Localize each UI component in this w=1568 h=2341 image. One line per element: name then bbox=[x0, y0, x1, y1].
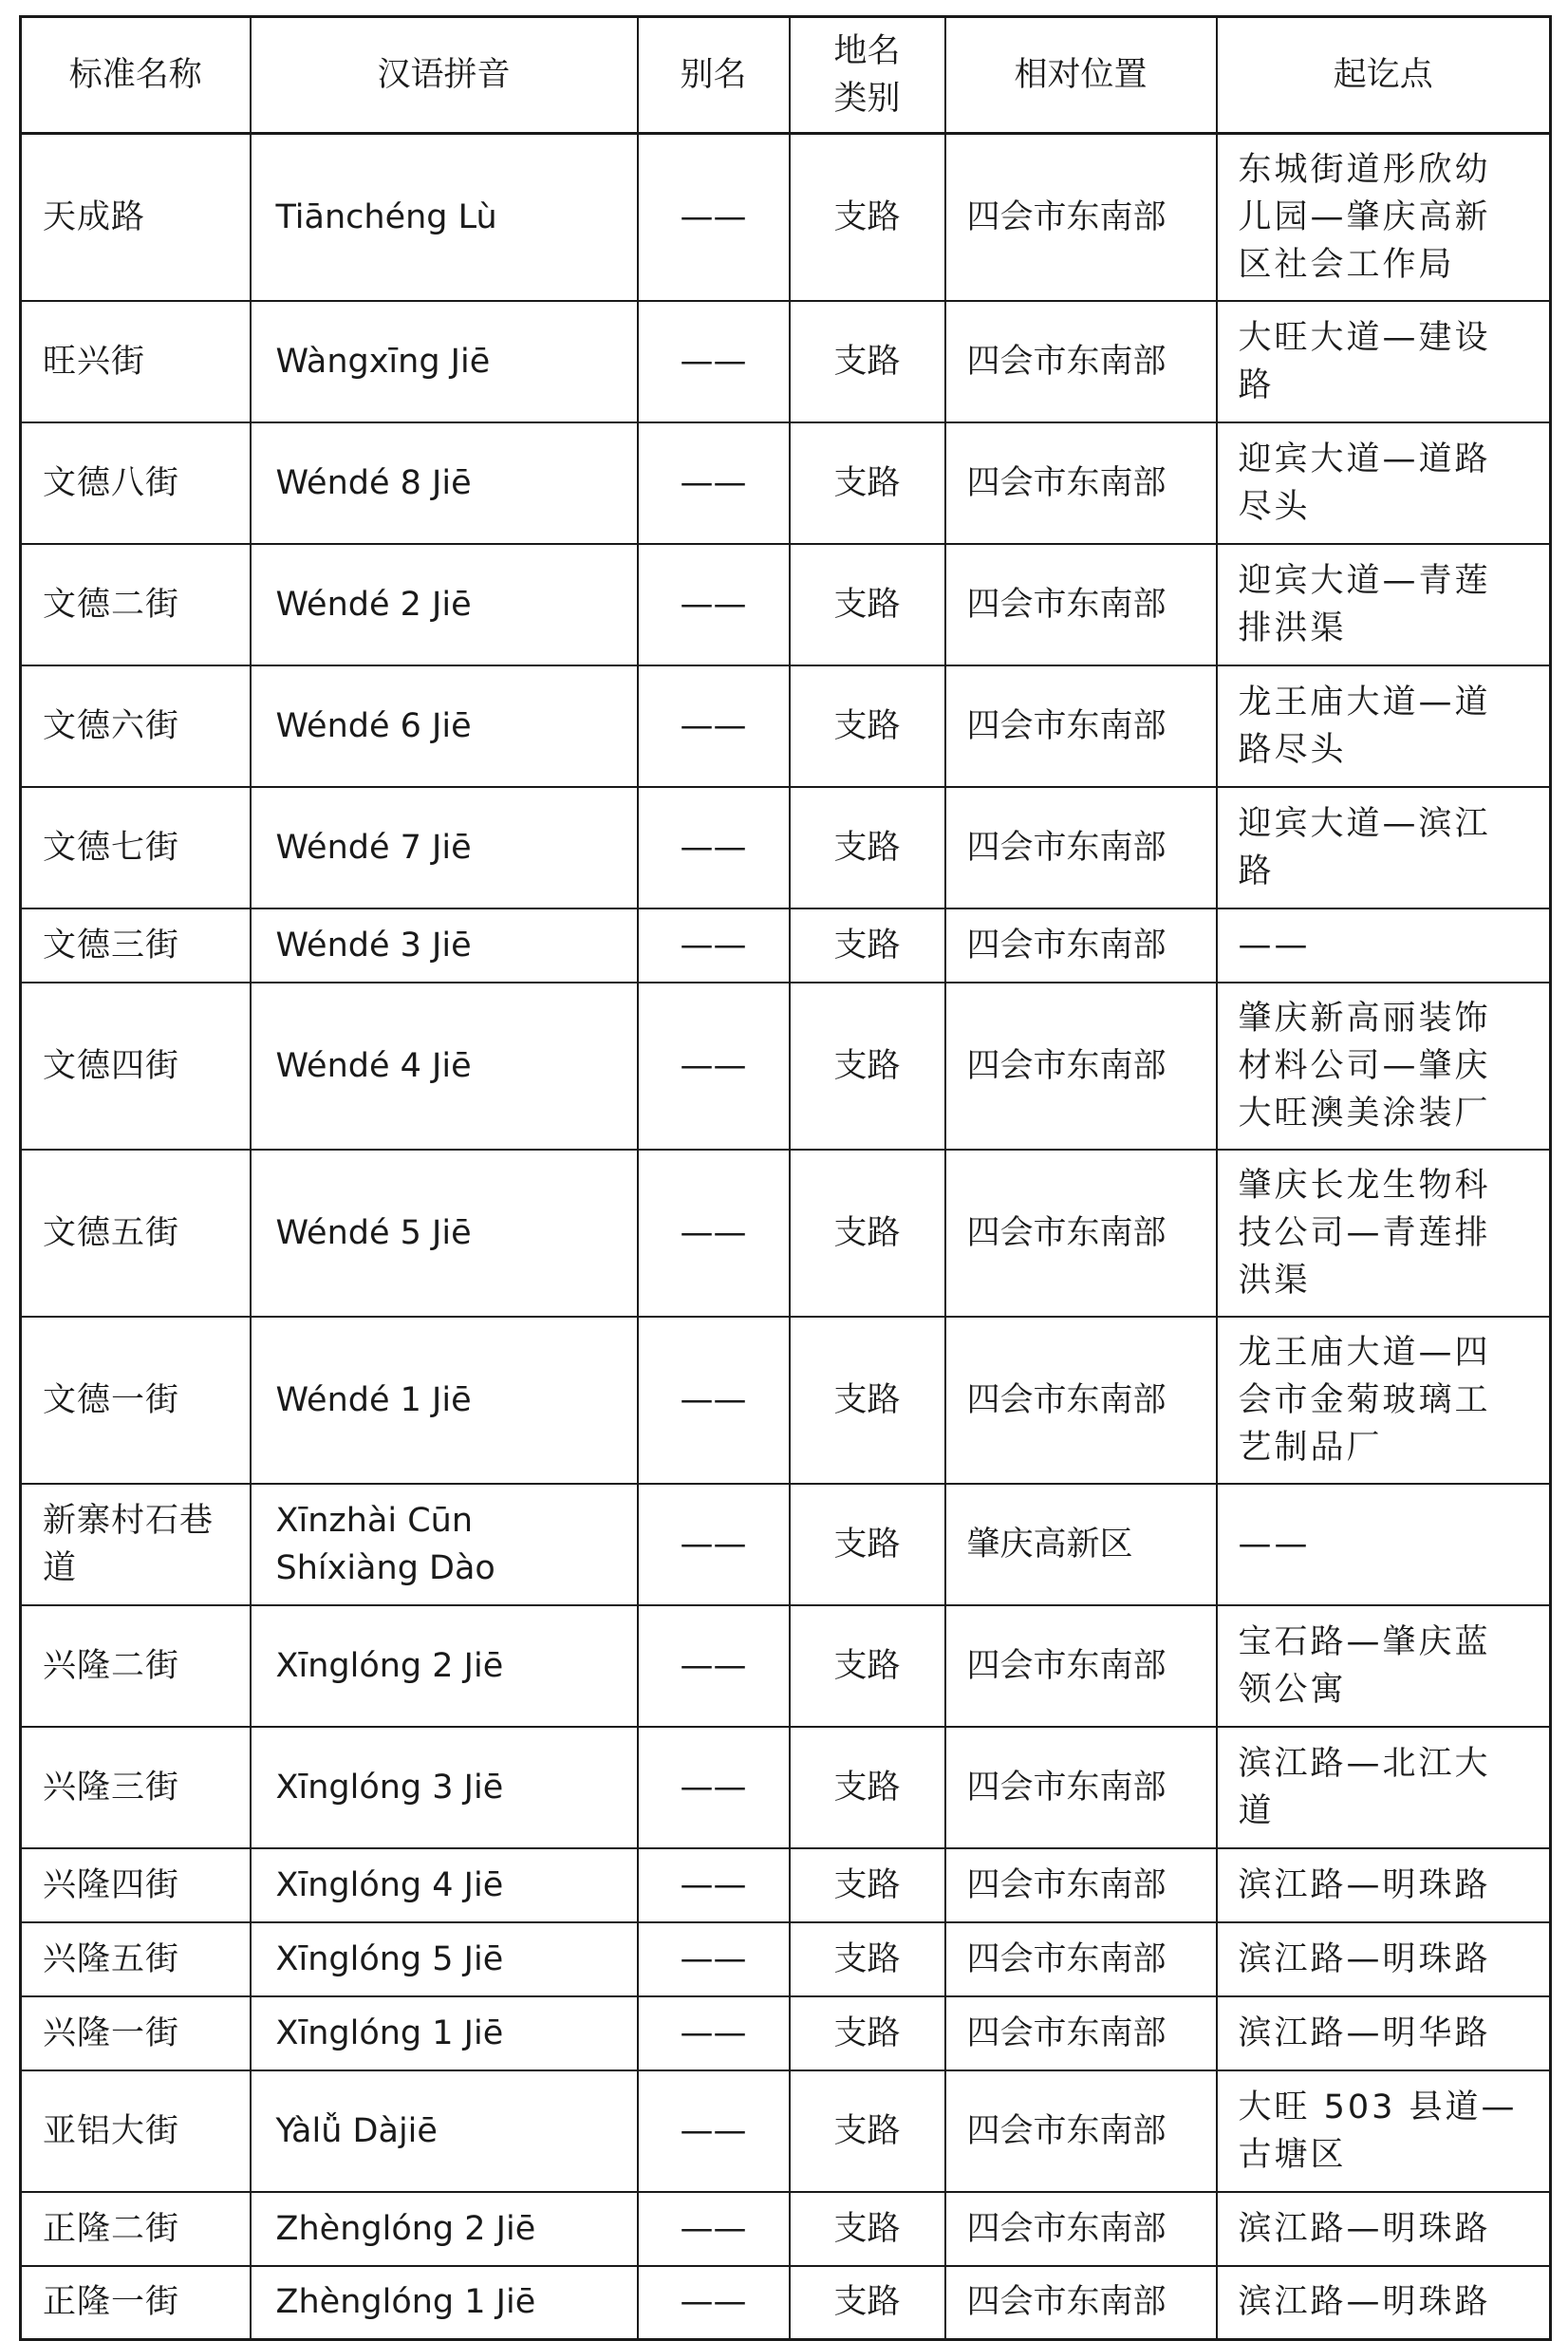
cell-relative-position bbox=[945, 1317, 1217, 1484]
cell-alias-text: —— bbox=[680, 1939, 747, 1978]
cell-standard-name-text: 兴隆四街 bbox=[43, 1865, 180, 1904]
header-category: 地名 类别 bbox=[790, 17, 945, 134]
cell-start-end-points-text: 滨江路—明珠路 bbox=[1238, 1865, 1491, 1904]
cell-category-text: 支路 bbox=[833, 1213, 901, 1252]
cell-alias bbox=[638, 1996, 790, 2070]
cell-start-end-points-text: 滨江路—明珠路 bbox=[1238, 2209, 1491, 2248]
cell-relative-position-text: 四会市东南部 bbox=[966, 1213, 1167, 1252]
cell-category-text: 支路 bbox=[833, 926, 901, 964]
cell-category bbox=[790, 1727, 945, 1848]
cell-standard-name bbox=[21, 1922, 251, 1996]
cell-pinyin-text: Xīnglóng 5 Jiē bbox=[275, 1939, 504, 1978]
cell-relative-position-text: 四会市东南部 bbox=[966, 1768, 1167, 1807]
cell-category-text: 支路 bbox=[833, 2013, 901, 2052]
cell-start-end-points bbox=[1217, 301, 1551, 422]
header-relative-position: 相对位置 bbox=[945, 17, 1217, 134]
cell-relative-position-text: 四会市东南部 bbox=[966, 2209, 1167, 2248]
cell-standard-name bbox=[21, 301, 251, 422]
cell-relative-position-text: 四会市东南部 bbox=[966, 1939, 1167, 1978]
cell-start-end-points bbox=[1217, 1150, 1551, 1317]
cell-relative-position-text: 四会市东南部 bbox=[966, 1646, 1167, 1685]
cell-standard-name-text: 文德四街 bbox=[43, 1046, 180, 1085]
cell-start-end-points bbox=[1217, 1727, 1551, 1848]
cell-category bbox=[790, 1605, 945, 1727]
cell-category bbox=[790, 1848, 945, 1922]
cell-pinyin bbox=[251, 908, 638, 983]
cell-alias-text: —— bbox=[680, 1646, 747, 1685]
cell-relative-position-text: 四会市东南部 bbox=[966, 706, 1167, 745]
cell-standard-name-text: 文德六街 bbox=[43, 706, 180, 745]
cell-alias bbox=[638, 1150, 790, 1317]
cell-category-text: 支路 bbox=[833, 342, 901, 381]
cell-relative-position-text: 四会市东南部 bbox=[966, 1046, 1167, 1085]
table-row bbox=[21, 665, 1551, 787]
cell-start-end-points-text: 迎宾大道—道路 尽头 bbox=[1238, 440, 1491, 526]
cell-pinyin bbox=[251, 1150, 638, 1317]
cell-alias bbox=[638, 1727, 790, 1848]
cell-pinyin-text: Zhènglóng 2 Jiē bbox=[275, 2209, 536, 2248]
cell-standard-name bbox=[21, 134, 251, 301]
cell-relative-position bbox=[945, 2266, 1217, 2340]
cell-alias bbox=[638, 1605, 790, 1727]
cell-start-end-points-text: —— bbox=[1238, 1525, 1311, 1564]
cell-relative-position bbox=[945, 1484, 1217, 1605]
cell-standard-name-text: 兴隆一街 bbox=[43, 2013, 180, 2052]
table-header-row bbox=[21, 17, 1551, 134]
cell-pinyin-text: Xīnglóng 1 Jiē bbox=[275, 2013, 504, 2052]
cell-pinyin-text: Wéndé 3 Jiē bbox=[275, 926, 472, 964]
cell-alias bbox=[638, 134, 790, 301]
cell-relative-position bbox=[945, 1848, 1217, 1922]
cell-pinyin bbox=[251, 665, 638, 787]
cell-start-end-points bbox=[1217, 2266, 1551, 2340]
cell-pinyin-text: Wéndé 6 Jiē bbox=[275, 706, 472, 745]
cell-pinyin-text: Wéndé 2 Jiē bbox=[275, 585, 472, 624]
cell-alias bbox=[638, 665, 790, 787]
cell-start-end-points bbox=[1217, 2070, 1551, 2192]
cell-start-end-points bbox=[1217, 2192, 1551, 2266]
cell-category-text: 支路 bbox=[833, 1939, 901, 1978]
cell-pinyin-text: Xīnglóng 4 Jiē bbox=[275, 1865, 504, 1904]
cell-start-end-points bbox=[1217, 1922, 1551, 1996]
cell-relative-position-text: 四会市东南部 bbox=[966, 2111, 1167, 2150]
cell-category bbox=[790, 1922, 945, 1996]
cell-standard-name-text: 兴隆二街 bbox=[43, 1646, 180, 1685]
cell-standard-name-text: 文德五街 bbox=[43, 1213, 180, 1252]
table-row bbox=[21, 1150, 1551, 1317]
cell-relative-position bbox=[945, 787, 1217, 908]
cell-relative-position bbox=[945, 983, 1217, 1150]
cell-alias bbox=[638, 422, 790, 544]
cell-pinyin-text: Tiānchéng Lù bbox=[275, 197, 497, 236]
table-row bbox=[21, 1848, 1551, 1922]
cell-pinyin bbox=[251, 787, 638, 908]
cell-start-end-points-text: —— bbox=[1238, 926, 1311, 964]
cell-alias bbox=[638, 2192, 790, 2266]
cell-category-text: 支路 bbox=[833, 197, 901, 236]
cell-alias bbox=[638, 983, 790, 1150]
place-name-table bbox=[19, 15, 1552, 2341]
cell-relative-position bbox=[945, 1605, 1217, 1727]
cell-alias-text: —— bbox=[680, 2111, 747, 2150]
cell-standard-name bbox=[21, 908, 251, 983]
table-row bbox=[21, 1922, 1551, 1996]
cell-standard-name bbox=[21, 1150, 251, 1317]
cell-alias bbox=[638, 301, 790, 422]
cell-start-end-points bbox=[1217, 983, 1551, 1150]
cell-relative-position bbox=[945, 301, 1217, 422]
cell-pinyin-text: Wàngxīng Jiē bbox=[275, 342, 491, 381]
cell-start-end-points-text: 滨江路—明珠路 bbox=[1238, 2283, 1491, 2322]
cell-start-end-points bbox=[1217, 544, 1551, 665]
cell-category-text: 支路 bbox=[833, 1525, 901, 1564]
cell-pinyin-text: Wéndé 1 Jiē bbox=[275, 1380, 472, 1419]
cell-standard-name-text: 文德七街 bbox=[43, 828, 180, 867]
table-row bbox=[21, 1317, 1551, 1484]
cell-start-end-points-text: 宝石路—肇庆蓝 领公寓 bbox=[1238, 1622, 1491, 1709]
cell-standard-name-text: 文德八街 bbox=[43, 463, 180, 502]
cell-pinyin bbox=[251, 1605, 638, 1727]
cell-alias bbox=[638, 787, 790, 908]
table-row bbox=[21, 2192, 1551, 2266]
table-body bbox=[21, 134, 1551, 2340]
cell-category-text: 支路 bbox=[833, 585, 901, 624]
cell-category bbox=[790, 2192, 945, 2266]
cell-alias-text: —— bbox=[680, 197, 747, 236]
cell-alias-text: —— bbox=[680, 1768, 747, 1807]
place-name-table-container bbox=[19, 15, 1549, 2341]
cell-standard-name bbox=[21, 787, 251, 908]
table-row bbox=[21, 787, 1551, 908]
table-row bbox=[21, 1605, 1551, 1727]
table-row bbox=[21, 2266, 1551, 2340]
cell-category bbox=[790, 2070, 945, 2192]
cell-category-text: 支路 bbox=[833, 706, 901, 745]
header-alias: 别名 bbox=[638, 17, 790, 134]
cell-category-text: 支路 bbox=[833, 2283, 901, 2322]
cell-alias-text: —— bbox=[680, 463, 747, 502]
cell-pinyin bbox=[251, 983, 638, 1150]
cell-relative-position bbox=[945, 2192, 1217, 2266]
cell-standard-name bbox=[21, 665, 251, 787]
cell-category bbox=[790, 983, 945, 1150]
cell-category bbox=[790, 2266, 945, 2340]
cell-alias-text: —— bbox=[680, 2283, 747, 2322]
cell-pinyin-text: Wéndé 4 Jiē bbox=[275, 1046, 472, 1085]
cell-category-text: 支路 bbox=[833, 2111, 901, 2150]
cell-start-end-points bbox=[1217, 134, 1551, 301]
cell-start-end-points bbox=[1217, 1996, 1551, 2070]
cell-relative-position-text: 四会市东南部 bbox=[966, 2283, 1167, 2322]
cell-alias-text: —— bbox=[680, 585, 747, 624]
cell-category bbox=[790, 665, 945, 787]
cell-relative-position-text: 四会市东南部 bbox=[966, 463, 1167, 502]
cell-alias-text: —— bbox=[680, 1525, 747, 1564]
cell-pinyin bbox=[251, 1848, 638, 1922]
cell-start-end-points bbox=[1217, 422, 1551, 544]
cell-alias-text: —— bbox=[680, 1865, 747, 1904]
table-row bbox=[21, 908, 1551, 983]
cell-start-end-points bbox=[1217, 787, 1551, 908]
cell-alias-text: —— bbox=[680, 1046, 747, 1085]
cell-category bbox=[790, 544, 945, 665]
cell-pinyin bbox=[251, 1727, 638, 1848]
cell-category bbox=[790, 134, 945, 301]
cell-category bbox=[790, 422, 945, 544]
cell-alias bbox=[638, 1484, 790, 1605]
cell-standard-name bbox=[21, 1317, 251, 1484]
table-row bbox=[21, 2070, 1551, 2192]
cell-standard-name bbox=[21, 1727, 251, 1848]
cell-relative-position bbox=[945, 908, 1217, 983]
cell-standard-name-text: 天成路 bbox=[43, 197, 146, 236]
cell-pinyin bbox=[251, 422, 638, 544]
table-row bbox=[21, 983, 1551, 1150]
cell-pinyin-text: Yàlǚ Dàjiē bbox=[275, 2111, 438, 2150]
cell-relative-position-text: 四会市东南部 bbox=[966, 1865, 1167, 1904]
cell-alias-text: —— bbox=[680, 2013, 747, 2052]
cell-alias bbox=[638, 2266, 790, 2340]
cell-pinyin bbox=[251, 544, 638, 665]
cell-alias-text: —— bbox=[680, 828, 747, 867]
cell-standard-name bbox=[21, 2192, 251, 2266]
cell-standard-name bbox=[21, 1605, 251, 1727]
table-row bbox=[21, 544, 1551, 665]
cell-alias-text: —— bbox=[680, 926, 747, 964]
cell-start-end-points-text: 大旺大道—建设 路 bbox=[1238, 318, 1491, 404]
table-row bbox=[21, 422, 1551, 544]
cell-category-text: 支路 bbox=[833, 1646, 901, 1685]
cell-standard-name bbox=[21, 1996, 251, 2070]
cell-start-end-points bbox=[1217, 908, 1551, 983]
cell-category bbox=[790, 1996, 945, 2070]
cell-pinyin bbox=[251, 301, 638, 422]
cell-relative-position bbox=[945, 2070, 1217, 2192]
cell-relative-position bbox=[945, 134, 1217, 301]
cell-pinyin bbox=[251, 1922, 638, 1996]
cell-pinyin bbox=[251, 2070, 638, 2192]
cell-category bbox=[790, 301, 945, 422]
cell-alias bbox=[638, 1317, 790, 1484]
cell-start-end-points-text: 东城街道彤欣幼 儿园—肇庆高新 区社会工作局 bbox=[1238, 150, 1491, 284]
cell-category bbox=[790, 1150, 945, 1317]
table-row bbox=[21, 1996, 1551, 2070]
cell-pinyin-text: Xīnzhài Cūn Shíxiàng Dào bbox=[275, 1501, 495, 1587]
cell-start-end-points-text: 肇庆新高丽装饰 材料公司—肇庆 大旺澳美涂装厂 bbox=[1238, 999, 1491, 1133]
cell-alias-text: —— bbox=[680, 2209, 747, 2248]
cell-pinyin bbox=[251, 2192, 638, 2266]
cell-alias-text: —— bbox=[680, 1213, 747, 1252]
cell-relative-position-text: 四会市东南部 bbox=[966, 2013, 1167, 2052]
cell-start-end-points-text: 迎宾大道—滨江 路 bbox=[1238, 804, 1491, 890]
cell-start-end-points bbox=[1217, 1317, 1551, 1484]
cell-relative-position bbox=[945, 422, 1217, 544]
cell-alias bbox=[638, 2070, 790, 2192]
cell-relative-position bbox=[945, 1922, 1217, 1996]
cell-alias-text: —— bbox=[680, 1380, 747, 1419]
cell-start-end-points bbox=[1217, 665, 1551, 787]
cell-standard-name-text: 新寨村石巷 道 bbox=[43, 1501, 215, 1587]
cell-start-end-points-text: 龙王庙大道—道 路尽头 bbox=[1238, 683, 1491, 769]
cell-pinyin-text: Wéndé 8 Jiē bbox=[275, 463, 472, 502]
cell-start-end-points bbox=[1217, 1605, 1551, 1727]
cell-standard-name bbox=[21, 544, 251, 665]
cell-pinyin bbox=[251, 2266, 638, 2340]
cell-standard-name-text: 兴隆三街 bbox=[43, 1768, 180, 1807]
cell-category bbox=[790, 787, 945, 908]
cell-relative-position bbox=[945, 1150, 1217, 1317]
cell-standard-name-text: 正隆一街 bbox=[43, 2283, 180, 2322]
cell-standard-name-text: 亚铝大街 bbox=[43, 2111, 180, 2150]
cell-category-text: 支路 bbox=[833, 463, 901, 502]
cell-relative-position-text: 四会市东南部 bbox=[966, 828, 1167, 867]
cell-standard-name-text: 正隆二街 bbox=[43, 2209, 180, 2248]
cell-relative-position-text: 四会市东南部 bbox=[966, 926, 1167, 964]
cell-standard-name-text: 文德二街 bbox=[43, 585, 180, 624]
cell-relative-position-text: 肇庆高新区 bbox=[966, 1525, 1133, 1564]
cell-pinyin-text: Wéndé 7 Jiē bbox=[275, 828, 472, 867]
cell-relative-position bbox=[945, 665, 1217, 787]
cell-category bbox=[790, 1484, 945, 1605]
cell-relative-position bbox=[945, 1727, 1217, 1848]
cell-pinyin-text: Xīnglóng 3 Jiē bbox=[275, 1768, 504, 1807]
cell-start-end-points-text: 肇庆长龙生物科 技公司—青莲排 洪渠 bbox=[1238, 1166, 1491, 1300]
cell-alias bbox=[638, 908, 790, 983]
cell-start-end-points bbox=[1217, 1848, 1551, 1922]
header-pinyin: 汉语拼音 bbox=[251, 17, 638, 134]
cell-standard-name bbox=[21, 422, 251, 544]
cell-relative-position-text: 四会市东南部 bbox=[966, 1380, 1167, 1419]
cell-standard-name bbox=[21, 1848, 251, 1922]
cell-pinyin bbox=[251, 1317, 638, 1484]
cell-start-end-points-text: 滨江路—明珠路 bbox=[1238, 1939, 1491, 1978]
cell-standard-name bbox=[21, 2266, 251, 2340]
cell-standard-name bbox=[21, 983, 251, 1150]
table-row bbox=[21, 1484, 1551, 1605]
cell-alias-text: —— bbox=[680, 342, 747, 381]
cell-category bbox=[790, 908, 945, 983]
cell-category-text: 支路 bbox=[833, 828, 901, 867]
cell-pinyin bbox=[251, 1484, 638, 1605]
cell-start-end-points-text: 龙王庙大道—四 会市金菊玻璃工 艺制品厂 bbox=[1238, 1333, 1491, 1467]
cell-pinyin bbox=[251, 134, 638, 301]
cell-standard-name-text: 文德一街 bbox=[43, 1380, 180, 1419]
cell-category-text: 支路 bbox=[833, 2209, 901, 2248]
cell-start-end-points-text: 迎宾大道—青莲 排洪渠 bbox=[1238, 561, 1491, 647]
cell-standard-name-text: 文德三街 bbox=[43, 926, 180, 964]
cell-category-text: 支路 bbox=[833, 1380, 901, 1419]
cell-pinyin-text: Wéndé 5 Jiē bbox=[275, 1213, 472, 1252]
cell-category-text: 支路 bbox=[833, 1768, 901, 1807]
cell-alias-text: —— bbox=[680, 706, 747, 745]
cell-relative-position-text: 四会市东南部 bbox=[966, 585, 1167, 624]
cell-start-end-points-text: 大旺 503 县道— 古塘区 bbox=[1238, 2088, 1518, 2174]
cell-alias bbox=[638, 1848, 790, 1922]
header-start-end-points: 起讫点 bbox=[1217, 17, 1551, 134]
cell-standard-name-text: 旺兴街 bbox=[43, 342, 146, 381]
cell-relative-position bbox=[945, 544, 1217, 665]
cell-standard-name bbox=[21, 2070, 251, 2192]
table-row bbox=[21, 1727, 1551, 1848]
cell-start-end-points bbox=[1217, 1484, 1551, 1605]
header-standard-name: 标准名称 bbox=[21, 17, 251, 134]
cell-alias bbox=[638, 544, 790, 665]
cell-pinyin-text: Zhènglóng 1 Jiē bbox=[275, 2283, 536, 2322]
table-row bbox=[21, 301, 1551, 422]
cell-relative-position-text: 四会市东南部 bbox=[966, 197, 1167, 236]
cell-start-end-points-text: 滨江路—明华路 bbox=[1238, 2013, 1491, 2052]
table-row bbox=[21, 134, 1551, 301]
cell-relative-position-text: 四会市东南部 bbox=[966, 342, 1167, 381]
cell-pinyin bbox=[251, 1996, 638, 2070]
cell-start-end-points-text: 滨江路—北江大 道 bbox=[1238, 1744, 1491, 1830]
cell-standard-name-text: 兴隆五街 bbox=[43, 1939, 180, 1978]
cell-alias bbox=[638, 1922, 790, 1996]
cell-relative-position bbox=[945, 1996, 1217, 2070]
cell-standard-name bbox=[21, 1484, 251, 1605]
cell-category bbox=[790, 1317, 945, 1484]
cell-category-text: 支路 bbox=[833, 1046, 901, 1085]
cell-category-text: 支路 bbox=[833, 1865, 901, 1904]
cell-pinyin-text: Xīnglóng 2 Jiē bbox=[275, 1646, 504, 1685]
